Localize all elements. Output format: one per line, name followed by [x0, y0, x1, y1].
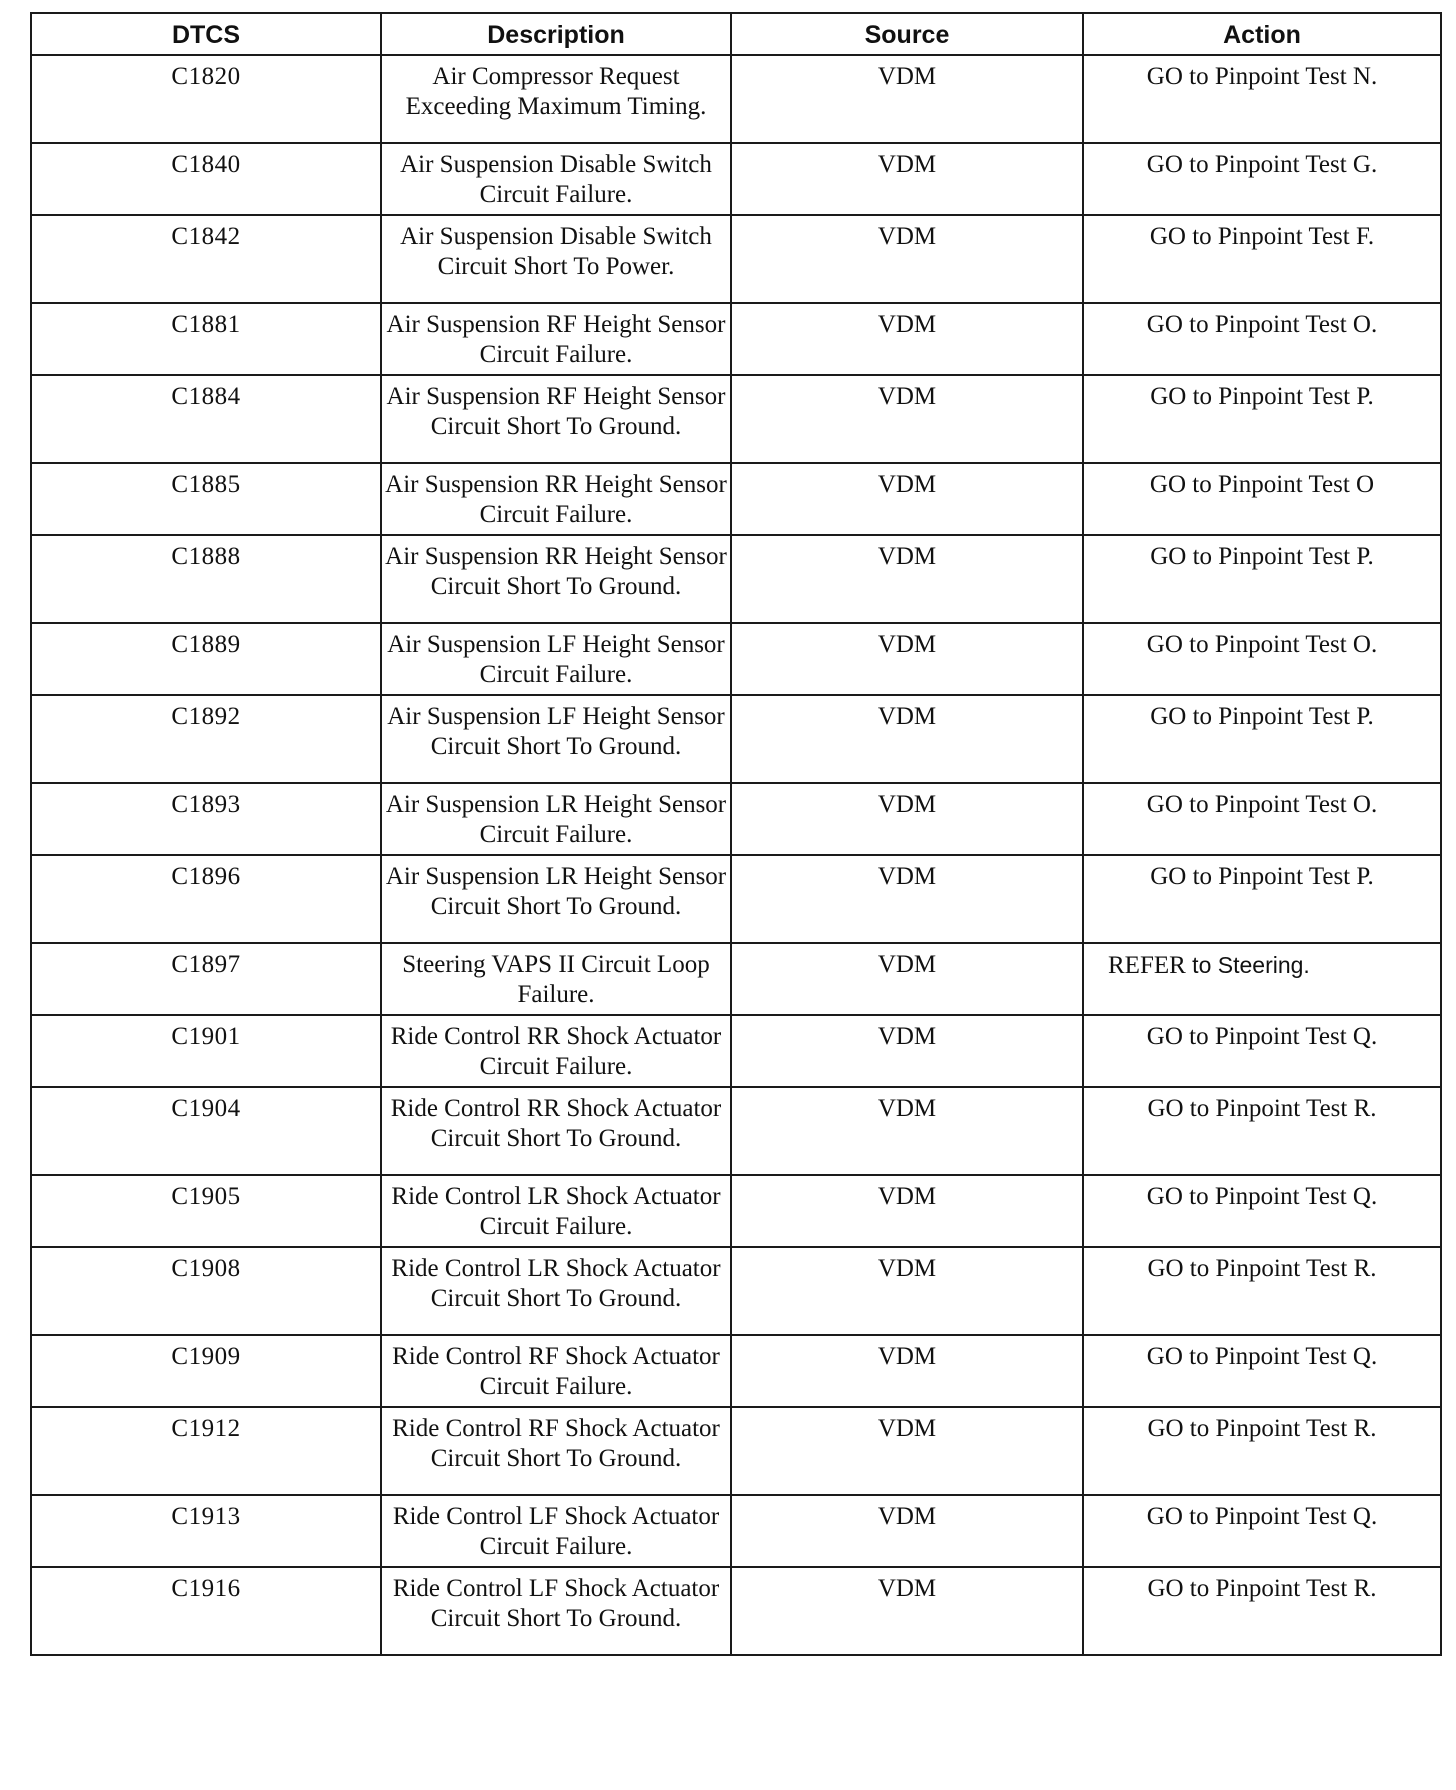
dtc-code: C1881 [31, 303, 381, 375]
dtc-table [30, 12, 1442, 1656]
table-body [31, 55, 1441, 1655]
dtc-action: GO to Pinpoint Test R. [1083, 1247, 1441, 1335]
dtc-code: C1884 [31, 375, 381, 463]
dtc-source: VDM [731, 1567, 1083, 1655]
table-row [31, 623, 1441, 695]
dtc-description: Air Suspension RF Height Sensor Circuit Short To Ground. [381, 375, 731, 463]
dtc-code: C1897 [31, 943, 381, 1015]
document-page [30, 12, 1440, 1656]
dtc-action: GO to Pinpoint Test F. [1083, 215, 1441, 303]
dtc-action: GO to Pinpoint Test R. [1083, 1567, 1441, 1655]
dtc-action: GO to Pinpoint Test P. [1083, 855, 1441, 943]
dtc-description: Air Suspension Disable Switch Circuit Failure. [381, 143, 731, 215]
dtc-action: GO to Pinpoint Test O. [1083, 623, 1441, 695]
dtc-source: VDM [731, 1335, 1083, 1407]
dtc-action: GO to Pinpoint Test G. [1083, 143, 1441, 215]
dtc-description: Ride Control LR Shock Actuator Circuit Failure. [381, 1175, 731, 1247]
table-row [31, 143, 1441, 215]
dtc-source: VDM [731, 463, 1083, 535]
dtc-code: C1885 [31, 463, 381, 535]
refer-target: to Steering. [1185, 952, 1310, 978]
table-row [31, 855, 1441, 943]
dtc-description: Ride Control LF Shock Actuator Circuit Failure. [381, 1495, 731, 1567]
dtc-action: GO to Pinpoint Test Q. [1083, 1495, 1441, 1567]
dtc-source: VDM [731, 143, 1083, 215]
dtc-action: GO to Pinpoint Test N. [1083, 55, 1441, 143]
dtc-description: Air Suspension LR Height Sensor Circuit Short To Ground. [381, 855, 731, 943]
dtc-source: VDM [731, 943, 1083, 1015]
dtc-action: GO to Pinpoint Test R. [1083, 1087, 1441, 1175]
dtc-source: VDM [731, 1247, 1083, 1335]
table-row [31, 375, 1441, 463]
dtc-source: VDM [731, 1087, 1083, 1175]
dtc-action: GO to Pinpoint Test O. [1083, 303, 1441, 375]
dtc-action: GO to Pinpoint Test Q. [1083, 1175, 1441, 1247]
dtc-action: GO to Pinpoint Test P. [1083, 375, 1441, 463]
table-header-row [31, 13, 1441, 55]
table-row [31, 215, 1441, 303]
dtc-code: C1901 [31, 1015, 381, 1087]
dtc-action: GO to Pinpoint Test O [1083, 463, 1441, 535]
dtc-code: C1909 [31, 1335, 381, 1407]
dtc-description: Air Suspension LF Height Sensor Circuit Failure. [381, 623, 731, 695]
dtc-source: VDM [731, 1175, 1083, 1247]
dtc-source: VDM [731, 303, 1083, 375]
header-dtcs: DTCS [31, 13, 381, 55]
dtc-action: GO to Pinpoint Test P. [1083, 695, 1441, 783]
dtc-description: Ride Control LF Shock Actuator Circuit Short To Ground. [381, 1567, 731, 1655]
dtc-description: Ride Control RF Shock Actuator Circuit Short To Ground. [381, 1407, 731, 1495]
dtc-source: VDM [731, 695, 1083, 783]
dtc-description: Ride Control RR Shock Actuator Circuit Short To Ground. [381, 1087, 731, 1175]
dtc-description: Ride Control LR Shock Actuator Circuit Short To Ground. [381, 1247, 731, 1335]
dtc-description: Air Suspension RR Height Sensor Circuit Failure. [381, 463, 731, 535]
dtc-source: VDM [731, 215, 1083, 303]
dtc-source: VDM [731, 783, 1083, 855]
dtc-source: VDM [731, 855, 1083, 943]
dtc-code: C1896 [31, 855, 381, 943]
table-row [31, 1495, 1441, 1567]
dtc-description: Steering VAPS II Circuit Loop Failure. [381, 943, 731, 1015]
dtc-description: Air Suspension LF Height Sensor Circuit Short To Ground. [381, 695, 731, 783]
dtc-code: C1842 [31, 215, 381, 303]
dtc-action: GO to Pinpoint Test R. [1083, 1407, 1441, 1495]
dtc-code: C1908 [31, 1247, 381, 1335]
refer-keyword: REFER [1108, 952, 1186, 979]
dtc-description: Air Compressor Request Exceeding Maximum Timing. [381, 55, 731, 143]
dtc-description: Air Suspension RF Height Sensor Circuit Failure. [381, 303, 731, 375]
table-row [31, 1247, 1441, 1335]
dtc-description: Air Suspension LR Height Sensor Circuit Failure. [381, 783, 731, 855]
dtc-source: VDM [731, 623, 1083, 695]
dtc-code: C1904 [31, 1087, 381, 1175]
table-row [31, 1567, 1441, 1655]
table-row [31, 1175, 1441, 1247]
table-row [31, 535, 1441, 623]
table-row [31, 303, 1441, 375]
header-description: Description [381, 13, 731, 55]
dtc-source: VDM [731, 1015, 1083, 1087]
dtc-code: C1913 [31, 1495, 381, 1567]
header-source: Source [731, 13, 1083, 55]
dtc-description: Ride Control RR Shock Actuator Circuit Failure. [381, 1015, 731, 1087]
dtc-code: C1888 [31, 535, 381, 623]
dtc-description: Air Suspension Disable Switch Circuit Short To Power. [381, 215, 731, 303]
dtc-action: GO to Pinpoint Test O. [1083, 783, 1441, 855]
dtc-action: GO to Pinpoint Test P. [1083, 535, 1441, 623]
dtc-source: VDM [731, 55, 1083, 143]
table-row [31, 1335, 1441, 1407]
dtc-source: VDM [731, 375, 1083, 463]
dtc-code: C1912 [31, 1407, 381, 1495]
table-row [31, 1015, 1441, 1087]
table-row [31, 695, 1441, 783]
table-row [31, 1087, 1441, 1175]
table-row [31, 783, 1441, 855]
dtc-code: C1905 [31, 1175, 381, 1247]
dtc-description: Air Suspension RR Height Sensor Circuit Short To Ground. [381, 535, 731, 623]
dtc-code: C1889 [31, 623, 381, 695]
table-row [31, 463, 1441, 535]
header-action: Action [1083, 13, 1441, 55]
table-row [31, 943, 1441, 1015]
dtc-code: C1820 [31, 55, 381, 143]
dtc-code: C1892 [31, 695, 381, 783]
dtc-code: C1840 [31, 143, 381, 215]
dtc-code: C1893 [31, 783, 381, 855]
table-row [31, 1407, 1441, 1495]
table-row [31, 55, 1441, 143]
dtc-action: GO to Pinpoint Test Q. [1083, 1015, 1441, 1087]
dtc-action: GO to Pinpoint Test Q. [1083, 1335, 1441, 1407]
dtc-code: C1916 [31, 1567, 381, 1655]
dtc-source: VDM [731, 1495, 1083, 1567]
dtc-description: Ride Control RF Shock Actuator Circuit Failure. [381, 1335, 731, 1407]
dtc-source: VDM [731, 535, 1083, 623]
dtc-action [1083, 943, 1441, 1015]
dtc-source: VDM [731, 1407, 1083, 1495]
